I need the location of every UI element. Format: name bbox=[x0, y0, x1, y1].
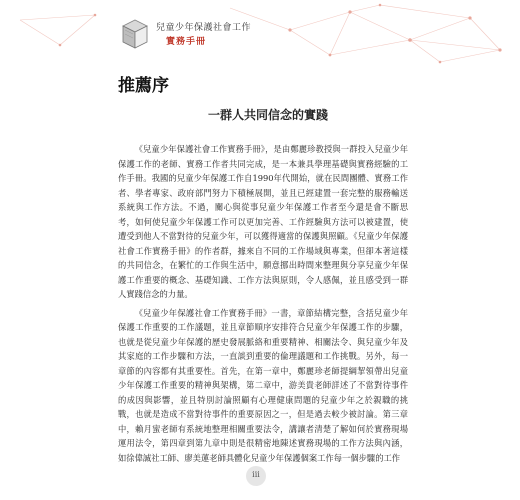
decorative-network-graphic bbox=[0, 0, 520, 70]
book-icon bbox=[120, 16, 150, 52]
body-text bbox=[118, 142, 408, 469]
paragraph-2: 《兒童少年保護社會工作實務手冊》一書，章節結構完整，含括兒童少年保護工作重要的工作議題，並且章節順序安排符合兒童少年保護工作的步驟，也就是從兒童少年保護的歷史發展脈絡和重要精神、相關法令、與兒童少年及其家庭的工作步驟和方法，一直談到重要的倫理議題和工作挑戰。另外，每一章節的內容都有其重要性。首先，在第一章中，鄭麗珍老師提綱挈領帶出兒童少年保護工作重要的精神與架構，第二章中，游美貴老師詳述了不當對待事件的成因與影響，並且特別討論照顧有心理健康問題的兒童少年之於親職的挑戰，也就是造成不當對待事件的重要原因之一，但是過去較少被討論。第三章中，賴月蜜老師有系統地整理相關重要法令，講讓者清楚了解如何於實務現場運用法令，第四章到第九章中則是很精密地陳述實務現場的工作方法與內涵，如徐偉誠社工師、廖美蓮老師具體化兒童少年保護個案工作每一個步驟的工作 bbox=[118, 307, 408, 463]
series-subtitle: 實務手冊 bbox=[166, 37, 207, 47]
page-number: iii bbox=[252, 470, 260, 479]
series-title: 兒童少年保護社會工作 bbox=[156, 23, 252, 33]
paragraph-1: 《兒童少年保護社會工作實務手冊》，是由鄭麗珍教授與一群投入兒童少年保護工作的老師、實務工作者共同完成，是一本兼具學理基礎與實務經驗的工作手冊。我國的兒童少年保護工作自1990年代開始，就在民間團體、實務工作者、學者專家、政府部門努力下積極展開，並且已經建置一套完整的服務輸送系統與工作方法。不過，關心與從事兒童少年保護工作者至今還是會不斷思考，如何使兒童少年保護工作可以更加完善、工作經驗與方法可以被建置，使遭受到他人不當對待的兒童少年，可以獲得適當的保護與照顧。《兒童少年保護社會工作實務手冊》的作者群，據來自不同的工作場域與專業，但卻本著這樣的共同信念，在繁忙的工作與生活中，願意挪出時間來整理與分享兒童少年保護工作重要的概念、基礎知識、工作方法與原則，令人感佩，並且感受到一群人實踐信念的力量。 bbox=[118, 144, 408, 299]
article-subtitle: 一群人共同信念的實踐 bbox=[208, 108, 329, 122]
section-title: 推薦序 bbox=[118, 76, 169, 96]
